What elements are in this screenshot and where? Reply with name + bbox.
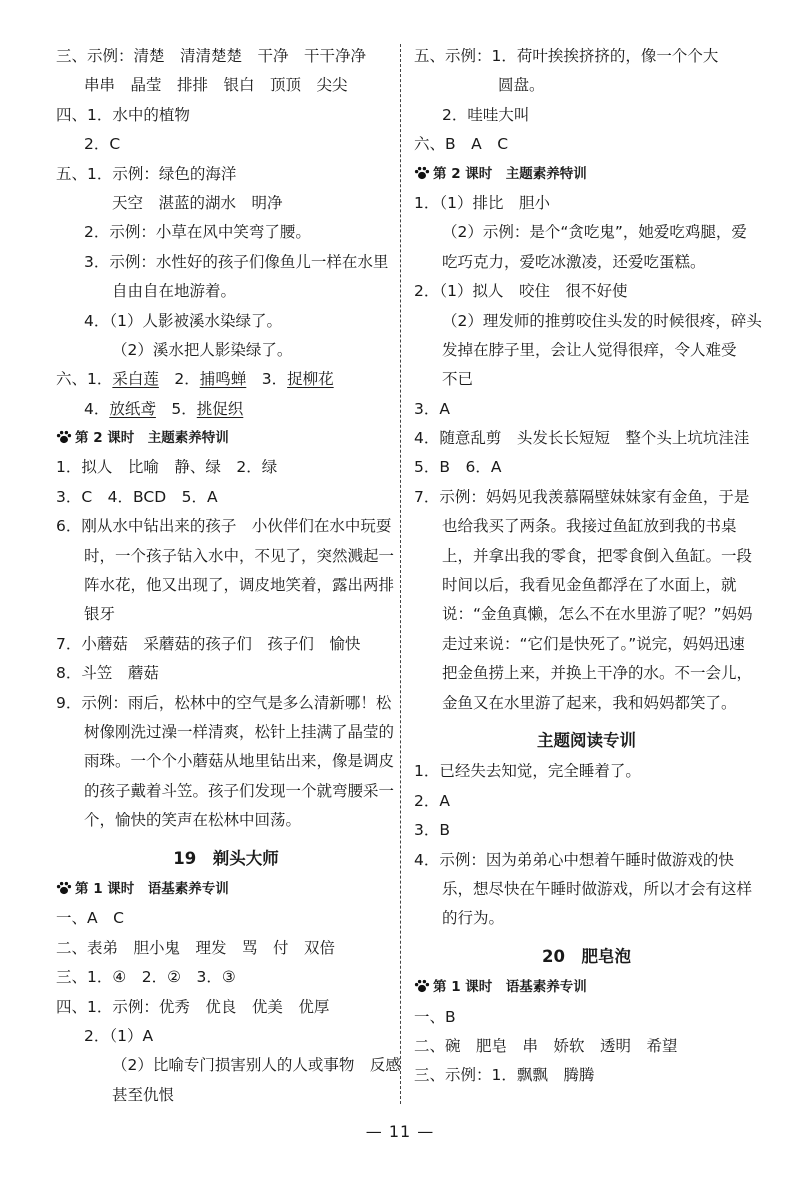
line-text: 2．（1）A — [84, 1026, 154, 1045]
answer-line — [414, 846, 759, 875]
answer-line — [56, 963, 396, 992]
answer-line — [414, 787, 759, 816]
line-text: 阵水花，他又出现了，调皮地笑着，露出两排 — [84, 576, 395, 595]
line-text: 7．示例：妈妈见我羡慕隔壁妹妹家有金鱼，于是 — [414, 487, 750, 506]
line-text: 2．（1）拟人 咬住 很不好使 — [414, 282, 628, 301]
answer-line — [414, 875, 759, 904]
line-text: 串串 晶莹 排排 银白 顶顶 尖尖 — [84, 76, 348, 95]
answer-line — [56, 307, 396, 336]
answer-line — [56, 336, 396, 365]
answer-line — [56, 365, 396, 394]
section-title — [414, 726, 759, 755]
answer-line — [56, 1051, 401, 1080]
line-text: 一、A C — [56, 909, 124, 928]
line-text: 4．随意乱剪 头发长长短短 整个头上坑坑洼洼 — [414, 429, 750, 448]
answer-line — [56, 747, 396, 776]
line-text: 6．刚从水中钻出来的孩子 小伙伴们在水中玩耍 — [56, 517, 392, 536]
page-number: — 11 — — [365, 1122, 435, 1141]
answer-line — [56, 512, 396, 541]
line-text: 9．示例：雨后，松林中的空气是多么清新哪！松 — [56, 693, 392, 712]
line-text: 走过来说：“它们是快死了。”说完，妈妈迅速 — [442, 634, 745, 653]
answer-line — [414, 101, 759, 130]
line-text: 3．C 4．BCD 5．A — [56, 487, 218, 506]
paw-icon — [56, 426, 72, 440]
lesson-subheading — [56, 424, 396, 453]
line-text: 主题阅读专训 — [537, 730, 636, 750]
line-text: 银牙 — [84, 605, 116, 624]
line-text: 时，一个孩子钻入水中，不见了，突然溅起一 — [84, 546, 395, 565]
line-text: 三、示例：1．飘飘 腾腾 — [414, 1066, 595, 1085]
line-text: 说：“金鱼真懒，怎么不在水里游了呢？”妈妈 — [442, 605, 753, 624]
answer-line — [414, 307, 762, 336]
answer-line — [414, 659, 759, 688]
line-text: 3． — [246, 370, 288, 389]
line-text: （2）溪水把人影染绿了。 — [112, 340, 293, 359]
underlined-answer: 捕鸣蝉 — [199, 370, 247, 389]
answer-line — [56, 934, 396, 963]
column-divider — [400, 44, 401, 1104]
line-text: 树像刚洗过澡一样清爽，松针上挂满了晶莹的 — [84, 722, 395, 741]
answer-line — [414, 483, 759, 512]
answer-line — [414, 1003, 759, 1032]
line-text: 三、示例：清楚 清清楚楚 干净 干干净净 — [56, 47, 367, 65]
answer-line — [414, 218, 759, 247]
line-text: 3．示例：水性好的孩子们像鱼儿一样在水里 — [84, 252, 389, 271]
line-text: 发掉在脖子里，会让人觉得很痒，令人难受 — [442, 340, 737, 359]
answer-line — [414, 816, 759, 845]
answer-line — [414, 1032, 759, 1061]
answer-line — [414, 904, 759, 933]
line-text: 不已 — [442, 370, 474, 389]
answer-line — [56, 993, 396, 1022]
section-title — [56, 844, 396, 873]
line-text: 吃巧克力，爱吃冰激凌，还爱吃蛋糕。 — [442, 252, 706, 271]
line-text: 第 2 课时 主题素养特训 — [433, 165, 587, 182]
line-text: 第 1 课时 语基素养专训 — [433, 979, 587, 996]
line-text: 六、B A C — [414, 135, 509, 154]
answer-line — [414, 277, 759, 306]
line-text: （2）理发师的推剪咬住头发的时候很疼，碎头 — [442, 311, 762, 330]
line-text: 个，愉快的笑声在松林中回荡。 — [84, 811, 302, 830]
line-text: 乐，想尽快在午睡时做游戏，所以才会有这样 — [442, 879, 753, 898]
line-text: 也给我买了两条。我接过鱼缸放到我的书桌 — [442, 517, 737, 536]
answer-line — [414, 512, 759, 541]
section-title — [414, 942, 759, 971]
answer-line — [56, 248, 396, 277]
answer-line — [414, 542, 759, 571]
line-text: 1．拟人 比喻 静、绿 2．绿 — [56, 458, 278, 477]
underlined-answer: 捉柳花 — [287, 370, 334, 389]
answer-line — [56, 689, 396, 718]
line-text: 天空 湛蓝的湖水 明净 — [112, 193, 283, 212]
line-text: 六、1． — [56, 370, 113, 389]
line-text: 2． — [158, 370, 200, 389]
answer-line — [414, 571, 759, 600]
line-text: 雨珠。一个个小蘑菇从地里钻出来，像是调皮 — [84, 752, 395, 771]
answer-line — [56, 806, 396, 835]
line-text: 四、1．示例：优秀 优良 优美 优厚 — [56, 997, 330, 1016]
answer-line — [414, 395, 759, 424]
line-text: 上，并拿出我的零食，把零食倒入鱼缸。一段 — [442, 546, 753, 565]
answer-line — [414, 71, 759, 100]
line-text: 时间以后，我看见金鱼都浮在了水面上，就 — [442, 576, 737, 595]
line-text: 2．A — [414, 791, 450, 810]
line-text: 一、B — [414, 1007, 456, 1026]
line-text: （2）示例：是个“贪吃鬼”，她爱吃鸡腿，爱 — [442, 223, 747, 242]
line-text: 3．B — [414, 821, 450, 840]
answer-line — [56, 1022, 396, 1051]
line-text: 四、1．水中的植物 — [56, 105, 190, 124]
answer-line — [56, 130, 396, 159]
lesson-subheading — [414, 160, 759, 189]
left-column — [56, 42, 401, 1110]
answer-line — [414, 42, 759, 71]
answer-line — [56, 395, 396, 424]
answer-line — [56, 659, 396, 688]
line-text: 2．C — [84, 135, 121, 154]
answer-line — [56, 777, 396, 806]
line-text: 20 肥皂泡 — [542, 946, 631, 966]
answer-line — [56, 42, 396, 71]
line-text: 五、示例：1．荷叶挨挨挤挤的，像一个个大 — [414, 47, 719, 65]
line-text: 的行为。 — [442, 909, 505, 928]
line-text: 7．小蘑菇 采蘑菇的孩子们 孩子们 愉快 — [56, 634, 361, 653]
answer-line — [56, 600, 396, 629]
answer-line — [414, 130, 759, 159]
line-text: 2．哇哇大叫 — [442, 105, 530, 124]
line-text: 1．已经失去知觉，完全睡着了。 — [414, 762, 641, 781]
line-text: 三、1．④ 2．② 3．③ — [56, 968, 236, 987]
line-text: 1．（1）排比 胆小 — [414, 193, 550, 212]
answer-line — [56, 189, 396, 218]
line-text: 4． — [84, 399, 110, 418]
line-text: 4．示例：因为弟弟心中想着午睡时做游戏的快 — [414, 850, 734, 869]
answer-line — [56, 718, 396, 747]
answer-line — [414, 453, 759, 482]
line-text: （2）比喻专门损害别人的人或事物 反感 — [112, 1056, 401, 1075]
answer-line — [56, 453, 396, 482]
answer-line — [414, 757, 759, 786]
line-text: 5． — [155, 399, 197, 418]
line-text: 二、碗 肥皂 串 娇软 透明 希望 — [414, 1036, 678, 1055]
answer-line — [56, 1081, 396, 1110]
line-text: 19 剃头大师 — [173, 848, 279, 868]
answer-line — [56, 483, 396, 512]
answer-line — [56, 160, 396, 189]
answer-line — [414, 248, 759, 277]
answer-line — [56, 71, 396, 100]
answer-line — [56, 571, 396, 600]
line-text: 甚至仇恨 — [112, 1085, 175, 1104]
answer-line — [56, 542, 396, 571]
answer-line — [56, 904, 396, 933]
answer-line — [56, 218, 396, 247]
answer-line — [414, 600, 759, 629]
line-text: 二、表弟 胆小鬼 理发 骂 付 双倍 — [56, 938, 336, 957]
line-text: 把金鱼捞上来，并换上干净的水。不一会儿， — [442, 664, 753, 683]
underlined-answer: 放纸鸢 — [109, 399, 156, 418]
line-text: 圆盘。 — [498, 76, 545, 95]
answer-line — [56, 277, 396, 306]
answer-line — [414, 365, 759, 394]
answer-line — [56, 630, 396, 659]
line-text: 五、1．示例：绿色的海洋 — [56, 164, 237, 183]
line-text: 第 1 课时 语基素养专训 — [75, 880, 229, 897]
answer-line — [56, 101, 396, 130]
lesson-subheading — [414, 973, 759, 1002]
answer-line — [414, 630, 759, 659]
line-text: 2．示例：小草在风中笑弯了腰。 — [84, 223, 311, 242]
paw-icon — [414, 975, 430, 989]
answer-line — [414, 689, 759, 718]
line-text: 5．B 6．A — [414, 458, 502, 477]
line-text: 第 2 课时 主题素养特训 — [75, 430, 229, 447]
underlined-answer: 采白莲 — [112, 370, 159, 389]
lesson-subheading — [56, 875, 396, 904]
line-text: 自由自在地游着。 — [112, 282, 237, 301]
right-column — [414, 42, 762, 1091]
answer-line — [414, 336, 759, 365]
line-text: 金鱼又在水里游了起来，我和妈妈都笑了。 — [442, 693, 737, 712]
answer-line — [414, 189, 759, 218]
line-text: 4．（1）人影被溪水染绿了。 — [84, 311, 282, 330]
line-text: 的孩子戴着斗笠。孩子们发现一个就弯腰采一 — [84, 781, 395, 800]
paw-icon — [56, 877, 72, 891]
paw-icon — [414, 162, 430, 176]
answer-line — [414, 424, 759, 453]
underlined-answer: 挑促织 — [196, 399, 244, 418]
line-text: 3．A — [414, 399, 450, 418]
answer-line — [414, 1061, 759, 1090]
line-text: 8．斗笠 蘑菇 — [56, 664, 159, 683]
